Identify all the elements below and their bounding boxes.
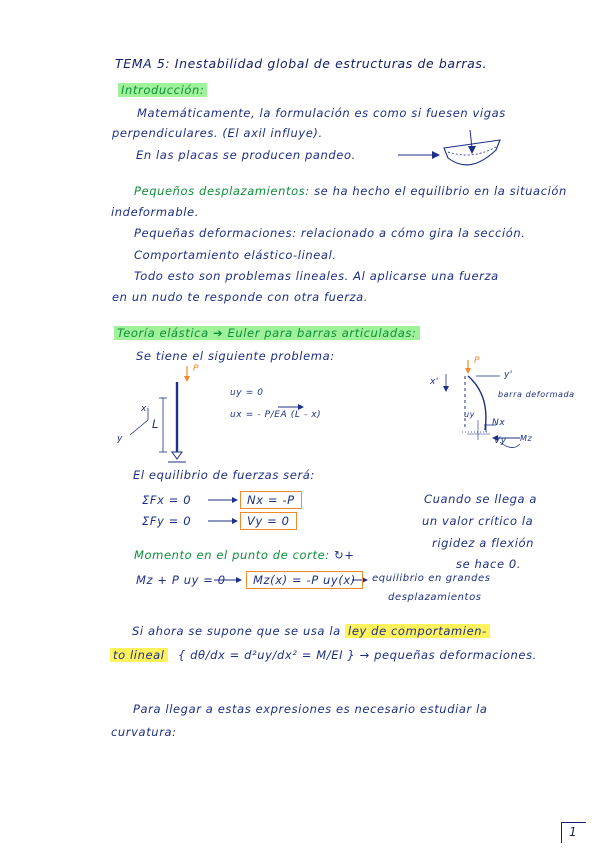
intro-line-1: Matemáticamente, la formulación es como si fuesen vigas xyxy=(137,106,506,120)
intro-heading: Introducción: xyxy=(118,83,207,97)
mz-equation: Mz + P uy = 0 xyxy=(136,573,226,587)
fy-result-box: Vy = 0 xyxy=(240,512,297,530)
small-disp-line-3: Pequeñas deformaciones: relacionado a cómo gira la sección. xyxy=(134,226,526,240)
constitutive-line-2: to lineal { dθ/dx = d²uy/dx² = M/EI } → pequeñas deformaciones. xyxy=(110,648,537,662)
fx-equation: ΣFx = 0 xyxy=(142,493,192,507)
axis-x-label: x xyxy=(141,404,147,414)
page-number: 1 xyxy=(569,825,578,839)
load-P2-label: P xyxy=(474,356,481,366)
page-title: TEMA 5: Inestabilidad global de estructuras de barras. xyxy=(115,56,488,71)
critical-note-2: un valor crítico la xyxy=(422,514,534,528)
equilibrium-text: El equilibrio de fuerzas será: xyxy=(133,468,315,482)
critical-note-3: rigidez a flexión xyxy=(432,536,535,550)
equil-large-1: equilibrio en grandes xyxy=(372,573,491,584)
Vy-label: Vy xyxy=(494,436,507,446)
Nx-label: Nx xyxy=(492,418,506,428)
small-disp-line-1: Pequeños desplazamientos: se ha hecho el equilibrio en la situación xyxy=(134,184,567,198)
length-label: L xyxy=(152,417,160,431)
fy-equation: ΣFy = 0 xyxy=(142,514,192,528)
small-disp-line-6: en un nudo te responde con otra fuerza. xyxy=(112,290,369,304)
uy-label: uy xyxy=(464,410,476,419)
axis-y-label: y xyxy=(117,434,123,444)
axis-xprime-label: x' xyxy=(430,377,440,387)
page-number-box xyxy=(561,822,586,843)
mz-result-box: Mz(x) = -P uy(x) xyxy=(246,571,363,589)
moment-text: Momento en el punto de corte: ↻+ xyxy=(134,548,355,562)
small-disp-line-2: indeformable. xyxy=(111,205,199,219)
deformed-bar-label: barra deformada xyxy=(498,390,575,399)
euler-heading: Teoría elástica ➔ Euler para barras articuladas: xyxy=(114,326,420,340)
closing-line-1: Para llegar a estas expresiones es necesario estudiar la xyxy=(133,702,488,716)
equil-large-2: desplazamientos xyxy=(388,592,482,603)
ux-equation: ux = - P/EA (L - x) xyxy=(230,410,322,420)
critical-note-1: Cuando se llega a xyxy=(424,492,538,506)
Mz-label: Mz xyxy=(520,434,533,443)
closing-line-2: curvatura: xyxy=(111,725,177,739)
critical-note-4: se hace 0. xyxy=(456,557,522,571)
uy-equation: uy = 0 xyxy=(230,388,264,398)
load-P-label: P xyxy=(193,364,200,374)
axis-yprime-label: y' xyxy=(504,370,514,380)
intro-line-3: En las placas se producen pandeo. xyxy=(136,148,356,162)
euler-problem-text: Se tiene el siguiente problema: xyxy=(136,349,335,363)
small-disp-line-4: Comportamiento elástico-lineal. xyxy=(134,248,337,262)
constitutive-line-1: Si ahora se supone que se usa la ley de comportamien- xyxy=(132,624,490,638)
fx-result-box: Nx = -P xyxy=(240,491,302,509)
small-disp-line-5: Todo esto son problemas lineales. Al aplicarse una fuerza xyxy=(134,269,499,283)
intro-line-2: perpendiculares. (El axil influye). xyxy=(112,126,323,140)
